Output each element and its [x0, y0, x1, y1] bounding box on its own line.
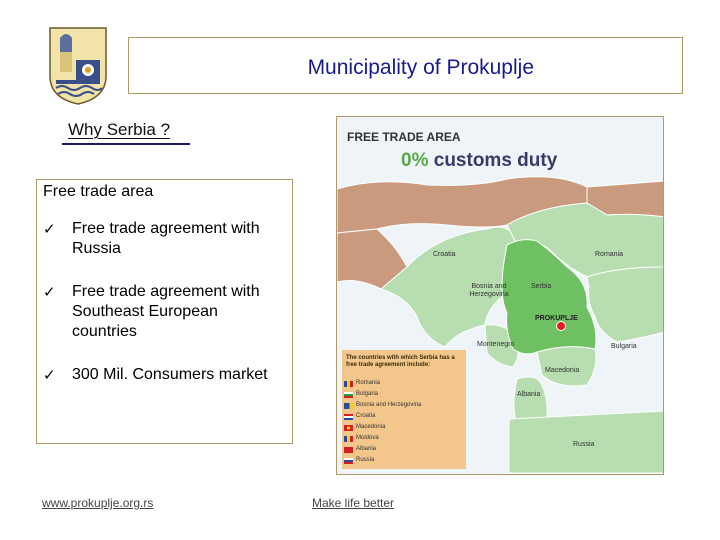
content-box — [36, 179, 293, 444]
page-title: Municipality of Prokuplje — [307, 56, 534, 79]
free-trade-map — [336, 116, 664, 475]
label-prokuplje: PROKUPLJE — [535, 315, 578, 322]
legend-item: Croatia — [356, 413, 375, 419]
slogan-link[interactable]: Make life better — [312, 496, 395, 510]
label-russia: Russia — [573, 441, 595, 448]
label-albania: Albania — [517, 391, 541, 398]
label-croatia: Croatia — [433, 251, 456, 258]
flag-romania-icon — [344, 381, 353, 387]
legend-item: Bosnia and Herzegovina — [356, 402, 421, 408]
label-bosnia: Bosnia and Herzegovina — [469, 283, 509, 298]
checkmark-icon: ✓ — [43, 220, 56, 238]
map-heading: FREE TRADE AREA — [347, 130, 461, 144]
content-heading: Free trade area — [43, 183, 154, 200]
legend-item: Moldova — [356, 435, 379, 441]
flag-moldova-icon — [344, 436, 353, 442]
title-box — [128, 37, 683, 94]
bullet-text: 300 Mil. Consumers market — [72, 366, 268, 383]
municipality-crest — [46, 24, 110, 106]
bullet-item — [43, 219, 286, 259]
legend-item: Albania — [356, 446, 376, 452]
flag-bosnia-icon — [344, 403, 353, 409]
label-montenegro: Montenegro — [477, 341, 515, 348]
bullet-text: Free trade agreement with Russia — [72, 220, 260, 257]
label-macedonia: Macedonia — [545, 367, 580, 374]
checkmark-icon: ✓ — [43, 366, 56, 384]
flag-croatia-icon — [344, 414, 353, 420]
bullet-item — [43, 365, 286, 385]
map-duty — [401, 150, 557, 172]
flag-bulgaria-icon — [344, 392, 353, 398]
bullet-item — [43, 282, 286, 342]
flag-macedonia-icon — [344, 425, 353, 431]
label-romania: Romania — [595, 251, 624, 258]
checkmark-icon: ✓ — [43, 283, 56, 301]
legend-heading: The countries with which Serbia has a free trade agreement include: — [346, 355, 455, 368]
subtitle-rule — [62, 143, 190, 145]
section-subtitle: Why Serbia ? — [68, 120, 171, 139]
label-serbia: Serbia — [531, 283, 552, 290]
duty-text: customs duty — [433, 150, 558, 171]
legend-item: Russia — [356, 457, 374, 463]
legend-item: Bulgaria — [356, 391, 378, 397]
flag-albania-icon — [344, 447, 353, 453]
prokuplje-marker — [557, 322, 566, 331]
label-bulgaria: Bulgaria — [611, 343, 637, 350]
legend-item: Romania — [356, 380, 380, 386]
website-link[interactable]: www.prokuplje.org.rs — [42, 496, 154, 510]
legend-item: Macedonia — [356, 424, 385, 430]
map-legend — [342, 350, 466, 469]
duty-percent: 0% — [401, 150, 429, 171]
bullet-text: Free trade agreement with Southeast European countries — [72, 283, 260, 340]
flag-russia-icon — [344, 458, 353, 464]
